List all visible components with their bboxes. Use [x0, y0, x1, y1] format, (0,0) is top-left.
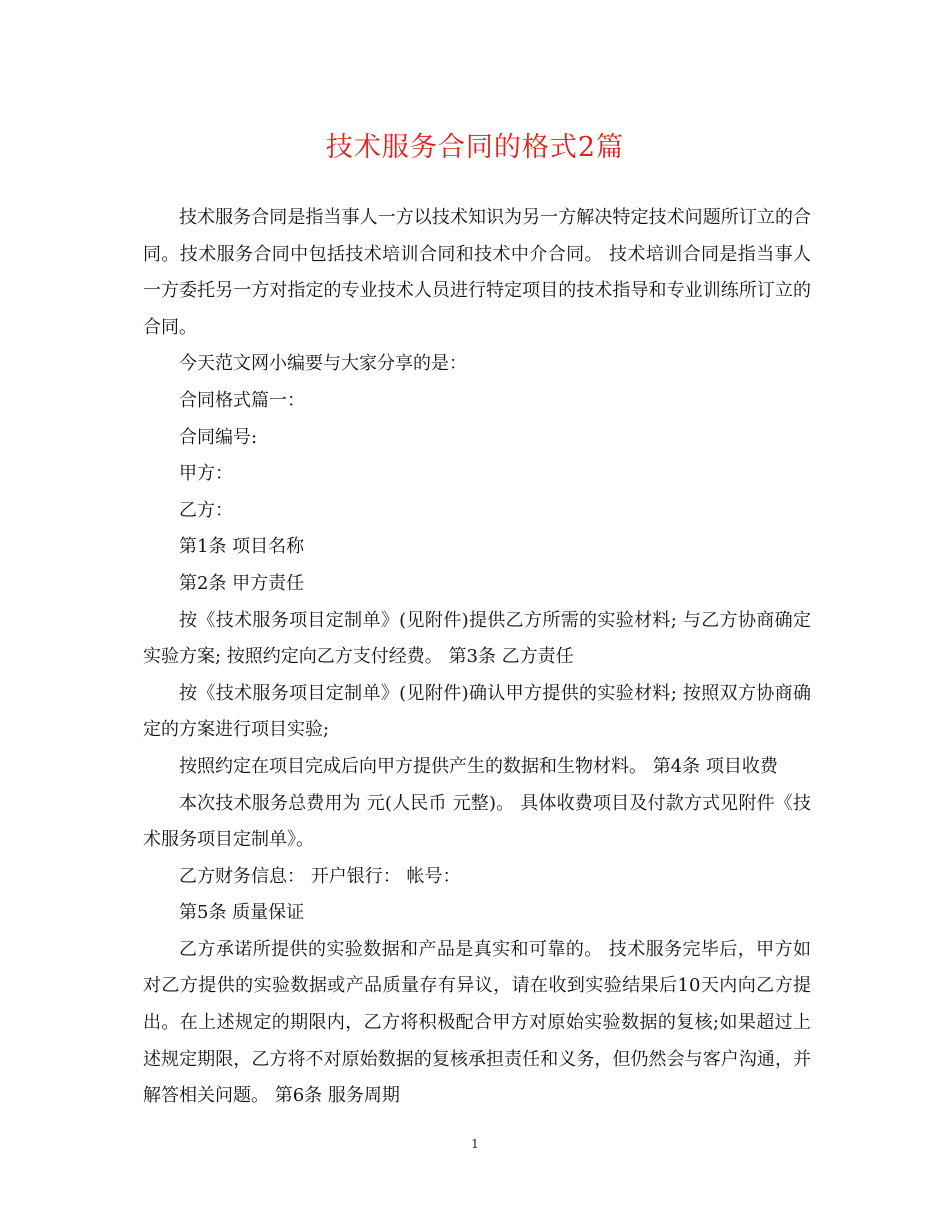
- paragraph-finance-info: 乙方财务信息： 开户银行： 帐号：: [179, 865, 461, 887]
- paragraph-article-5: 第5条 质量保证: [179, 902, 305, 924]
- paragraph-contract-number: 合同编号:: [179, 426, 258, 448]
- paragraph-party-a-duties: 按《技术服务项目定制单》(见附件)提供乙方所需的实验材料; 与乙方协商确定实验方案; 按照约定向乙方支付经费。 第3条 乙方责任: [143, 609, 811, 668]
- paragraph-quality: 乙方承诺所提供的实验数据和产品是真实和可靠的。 技术服务完毕后，甲方如对乙方提供的实验数据或产品质量存有异议，请在收到实验结果后10天内向乙方提出。在上述规定的期限内，乙方将积极配合甲方对原始实验数据的复核;如果超过上述规定期限，乙方将不对原始数据的复核承担责任和义务，但仍然会与客户沟通，并解答相关问题。 第6条 服务周期: [143, 938, 811, 1107]
- paragraph-party-a: 甲方：: [179, 463, 233, 485]
- paragraph-fees: 本次技术服务总费用为 元(人民币 元整)。 具体收费项目及付款方式见附件《技术服务项目定制单》。: [143, 792, 811, 851]
- paragraph-share: 今天范文网小编要与大家分享的是：: [179, 353, 467, 375]
- document-title: 技术服务合同的格式2篇: [325, 132, 625, 163]
- paragraph-intro: 技术服务合同是指当事人一方以技术知识为另一方解决特定技术问题所订立的合同。技术服务合同中包括技术培训合同和技术中介合同。 技术培训合同是指当事人一方委托另一方对指定的专业技术人员进行特定项目的技术指导和专业训练所订立的合同。: [143, 207, 811, 338]
- paragraph-article-2: 第2条 甲方责任: [179, 572, 305, 594]
- paragraph-article-1: 第1条 项目名称: [179, 536, 305, 558]
- paragraph-party-b-duties: 按《技术服务项目定制单》(见附件)确认甲方提供的实验材料; 按照双方协商确定的方案进行项目实验;: [143, 682, 811, 741]
- paragraph-deliverables: 按照约定在项目完成后向甲方提供产生的数据和生物材料。 第4条 项目收费: [179, 755, 778, 777]
- paragraph-contract-heading: 合同格式篇一：: [179, 389, 305, 411]
- page-number: 1: [471, 1137, 479, 1151]
- document-body: [143, 200, 811, 1115]
- paragraph-party-b: 乙方：: [179, 499, 233, 521]
